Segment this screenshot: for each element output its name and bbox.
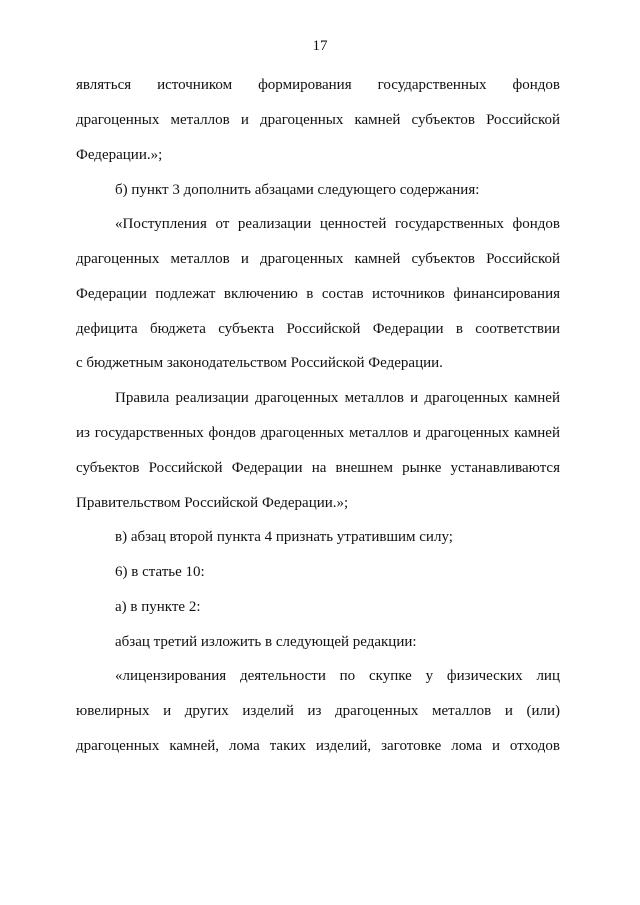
text-line: Правительством Российской Федерации.»; bbox=[76, 495, 349, 511]
text-line: из государственных фондов драгоценных металлов и драгоценных камней bbox=[76, 425, 560, 441]
text-line: Федерации подлежат включению в состав источников финансирования bbox=[76, 286, 560, 302]
text-line: 6) в статье 10: bbox=[115, 564, 205, 580]
text-line: драгоценных металлов и драгоценных камней субъектов Российской bbox=[76, 112, 560, 128]
text-line: субъектов Российской Федерации на внешнем рынке устанавливаются bbox=[76, 460, 560, 476]
text-line: «Поступления от реализации ценностей государственных фондов bbox=[115, 216, 560, 232]
text-line: ювелирных и других изделий из драгоценных металлов и (или) bbox=[76, 703, 560, 719]
text-line: абзац третий изложить в следующей редакции: bbox=[115, 634, 417, 650]
text-line: являться источником формирования государственных фондов bbox=[76, 77, 560, 93]
page-number: 17 bbox=[312, 38, 328, 54]
text-line: б) пункт 3 дополнить абзацами следующего содержания: bbox=[115, 182, 480, 198]
text-line: «лицензирования деятельности по скупке у физических лиц bbox=[115, 668, 560, 684]
text-line: драгоценных металлов и драгоценных камней субъектов Российской bbox=[76, 251, 560, 267]
text-line: в) абзац второй пункта 4 признать утратившим силу; bbox=[115, 529, 453, 545]
text-line: Правила реализации драгоценных металлов и драгоценных камней bbox=[115, 390, 560, 406]
text-line: драгоценных камней, лома таких изделий, заготовке лома и отходов bbox=[76, 738, 560, 754]
text-line: Федерации.»; bbox=[76, 147, 163, 163]
text-line: дефицита бюджета субъекта Российской Федерации в соответствии bbox=[76, 321, 560, 337]
text-line: а) в пункте 2: bbox=[115, 599, 201, 615]
text-line: с бюджетным законодательством Российской Федерации. bbox=[76, 355, 443, 371]
